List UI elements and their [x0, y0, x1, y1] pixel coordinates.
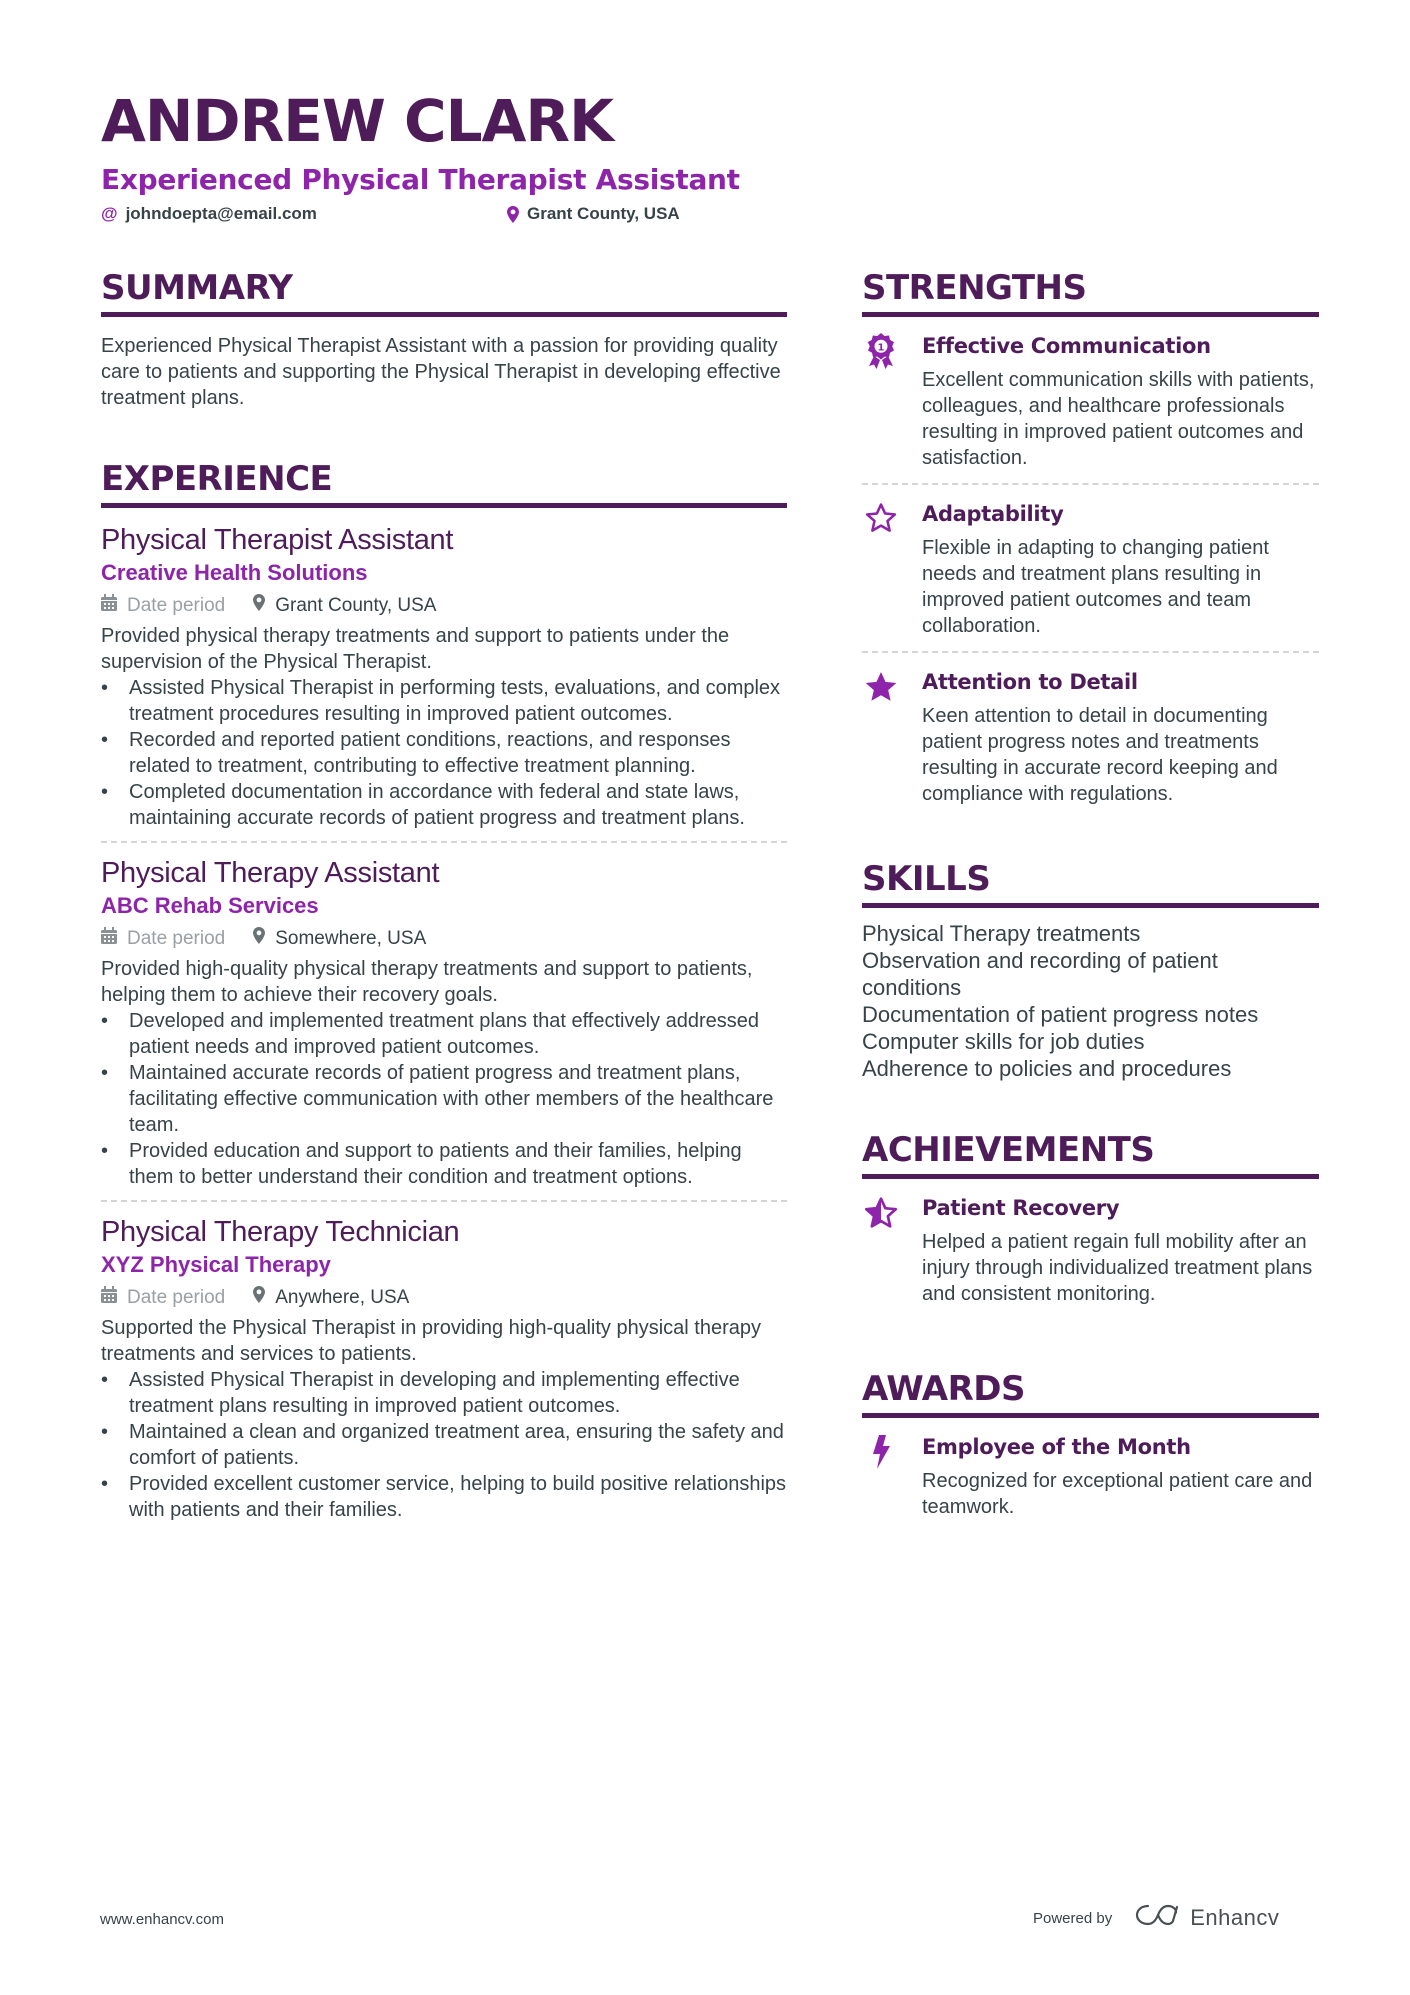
award-item: [862, 1418, 1319, 1532]
star-filled-icon: [862, 667, 900, 705]
job-entry: [101, 522, 787, 841]
calendar-icon: [101, 922, 117, 956]
experience-section: [101, 459, 787, 1533]
job-description: Provided high-quality physical therapy treatments and support to patients, helping them to achieve their recovery goals.: [101, 958, 753, 1006]
contact-location: [507, 204, 680, 224]
job-bullets: [101, 1008, 787, 1190]
footer-powered-by: [1033, 1903, 1279, 1933]
job-bullet: • Completed documentation in accordance with federal and state laws, maintaining accurate records of patient progress and treatment plans.: [101, 779, 787, 831]
summary-section: [101, 268, 787, 411]
contact-email[interactable]: [101, 204, 317, 224]
award-description: Recognized for exceptional patient care and teamwork.: [922, 1470, 1313, 1518]
achievement-body: [922, 1193, 1319, 1307]
map-pin-icon: [253, 922, 265, 956]
job-bullets: [101, 1367, 787, 1523]
skills-section: [862, 859, 1319, 1082]
job-bullet: • Assisted Physical Therapist in performing tests, evaluations, and complex treatment procedures resulting in improved patient outcomes.: [101, 675, 787, 727]
contact-info: [101, 204, 1321, 228]
job-date: [101, 922, 225, 956]
section-title-experience: EXPERIENCE: [101, 459, 787, 508]
job-bullets: [101, 675, 787, 831]
job-location-text: Grant County, USA: [275, 595, 437, 616]
strength-title: Effective Communication: [922, 334, 1211, 358]
job-title: Physical Therapy Technician: [101, 1216, 460, 1248]
job-date-text: Date period: [127, 1287, 226, 1308]
section-title-awards: AWARDS: [862, 1369, 1319, 1418]
job-company: ABC Rehab Services: [101, 893, 319, 918]
award-ribbon-icon: [862, 331, 900, 369]
skill-item: Adherence to policies and procedures: [862, 1056, 1232, 1081]
award-body: [922, 1432, 1319, 1520]
skill-item: Computer skills for job duties: [862, 1029, 1145, 1054]
skills-list: [862, 920, 1319, 1082]
strength-description: Excellent communication skills with patients, colleagues, and healthcare professionals resulting in improved patient outcomes and satisfaction.: [922, 369, 1315, 469]
job-description: Supported the Physical Therapist in providing high-quality physical therapy treatments and services to patients.: [101, 1317, 762, 1365]
svg-text:1: 1: [877, 342, 885, 354]
enhancv-brand[interactable]: [1134, 1903, 1279, 1933]
skill-item: Physical Therapy treatments: [862, 921, 1141, 946]
job-description: Provided physical therapy treatments and support to patients under the supervision of the Physical Therapist.: [101, 625, 730, 673]
job-location: [253, 589, 436, 623]
powered-by-label: Powered by: [1033, 1909, 1113, 1927]
summary-text: Experienced Physical Therapist Assistant with a passion for providing quality care to patients and supporting the Physical Therapist in developing effective treatment plans.: [101, 335, 781, 409]
achievement-description: Helped a patient regain full mobility after an injury through individualized treatment plans and consistent monitoring.: [922, 1231, 1313, 1305]
location-text: Grant County, USA: [527, 204, 680, 223]
awards-section: [862, 1369, 1319, 1532]
job-date: [101, 589, 225, 623]
job-meta: [101, 1281, 787, 1315]
achievement-item: [862, 1179, 1319, 1319]
job-title: Physical Therapy Assistant: [101, 857, 440, 889]
section-title-summary: SUMMARY: [101, 268, 787, 317]
job-location: [253, 922, 426, 956]
strength-body: [922, 667, 1319, 807]
award-title: Employee of the Month: [922, 1435, 1191, 1459]
candidate-headline: Experienced Physical Therapist Assistant: [101, 163, 740, 196]
calendar-icon: [101, 1281, 117, 1315]
candidate-name: ANDREW CLARK: [101, 87, 614, 155]
calendar-icon: [101, 589, 117, 623]
job-location-text: Somewhere, USA: [275, 928, 427, 949]
job-location: [253, 1281, 409, 1315]
achievement-title: Patient Recovery: [922, 1196, 1120, 1220]
job-date-text: Date period: [127, 928, 226, 949]
job-bullet: • Provided education and support to patients and their families, helping them to better understand their condition and treatment options.: [101, 1138, 787, 1190]
resume-header: [101, 86, 1321, 228]
achievements-section: [862, 1130, 1319, 1319]
right-column: [862, 268, 1319, 1532]
map-pin-icon: [253, 589, 265, 623]
strengths-section: [862, 268, 1319, 819]
enhancv-logo-icon: [1134, 1903, 1180, 1933]
section-title-skills: SKILLS: [862, 859, 1319, 908]
job-meta: [101, 589, 787, 623]
job-bullet: • Maintained accurate records of patient progress and treatment plans, facilitating effective communication with other members of the healthcare team.: [101, 1060, 787, 1138]
job-location-text: Anywhere, USA: [275, 1287, 410, 1308]
strength-title: Adaptability: [922, 502, 1064, 526]
map-pin-icon: [507, 206, 519, 223]
strength-description: Keen attention to detail in documenting patient progress notes and treatments resulting in accurate record keeping and compliance with regulations.: [922, 705, 1278, 805]
section-title-strengths: STRENGTHS: [862, 268, 1319, 317]
job-bullet: • Maintained a clean and organized treatment area, ensuring the safety and comfort of patients.: [101, 1419, 787, 1471]
star-outline-icon: [862, 499, 900, 537]
at-icon: @: [101, 204, 118, 223]
section-title-achievements: ACHIEVEMENTS: [862, 1130, 1319, 1179]
star-half-icon: [862, 1193, 900, 1231]
job-bullet: • Recorded and reported patient conditions, reactions, and responses related to treatment, contributing to effective treatment planning.: [101, 727, 787, 779]
job-date-text: Date period: [127, 595, 226, 616]
strength-item: [862, 317, 1319, 483]
email-text[interactable]: johndoepta@email.com: [125, 204, 317, 223]
skill-item: Observation and recording of patient conditions: [862, 948, 1218, 1000]
strength-item: [862, 651, 1319, 819]
strength-item: [862, 483, 1319, 651]
job-bullet: • Provided excellent customer service, helping to build positive relationships with patients and their families.: [101, 1471, 787, 1523]
strength-body: [922, 331, 1319, 471]
job-entry: [101, 1200, 787, 1533]
lightning-bolt-icon: [862, 1432, 900, 1470]
footer-website[interactable]: www.enhancv.com: [100, 1911, 224, 1928]
job-company: Creative Health Solutions: [101, 560, 368, 585]
skill-item: Documentation of patient progress notes: [862, 1002, 1259, 1027]
strength-description: Flexible in adapting to changing patient needs and treatment plans resulting in improved patient outcomes and team collaboration.: [922, 537, 1269, 637]
strength-body: [922, 499, 1319, 639]
job-entry: [101, 841, 787, 1200]
left-column: [101, 268, 787, 1533]
job-company: XYZ Physical Therapy: [101, 1252, 331, 1277]
job-title: Physical Therapist Assistant: [101, 524, 454, 556]
job-meta: [101, 922, 787, 956]
enhancv-brand-text: Enhancv: [1190, 1905, 1280, 1930]
job-bullet: • Developed and implemented treatment plans that effectively addressed patient needs and improved patient outcomes.: [101, 1008, 787, 1060]
job-bullet: • Assisted Physical Therapist in developing and implementing effective treatment plans resulting in improved patient outcomes.: [101, 1367, 787, 1419]
job-date: [101, 1281, 225, 1315]
strength-title: Attention to Detail: [922, 670, 1138, 694]
map-pin-icon: [253, 1281, 265, 1315]
